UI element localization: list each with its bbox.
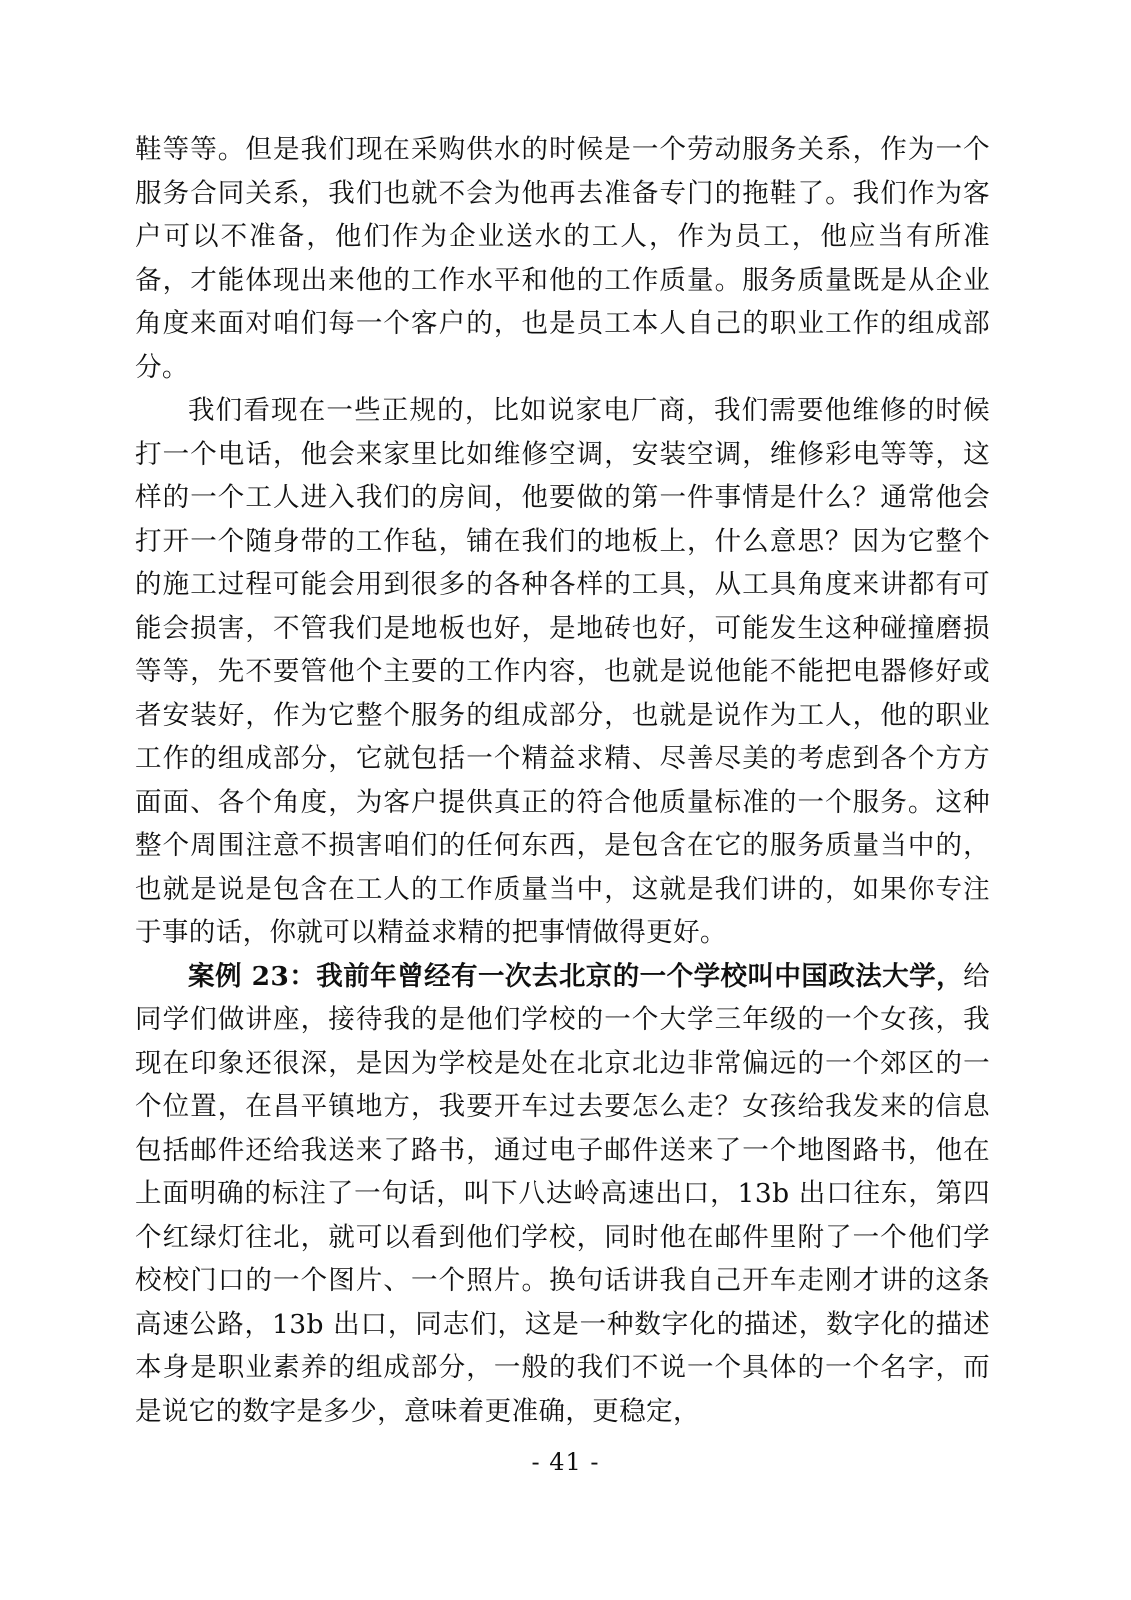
case-heading-text: 案例 23：我前年曾经有一次去北京的一个学校叫中国政法大学， bbox=[188, 960, 964, 992]
paragraph-case-23 bbox=[135, 955, 990, 1434]
page-content bbox=[135, 128, 990, 1433]
paragraph-1: 鞋等等。但是我们现在采购供水的时候是一个劳动服务关系，作为一个服务合同关系，我们也就不会为他再去准备专门的拖鞋了。我们作为客户可以不准备，他们作为企业送水的工人，作为员工，他应当有所准备，才能体现出来他的工作水平和他的工作质量。服务质量既是从企业角度来面对咱们每一个客户的，也是员工本人自己的职业工作的组成部分。 bbox=[135, 134, 990, 383]
paragraph-2: 我们看现在一些正规的，比如说家电厂商，我们需要他维修的时候打一个电话，他会来家里比如维修空调，安装空调，维修彩电等等，这样的一个工人进入我们的房间，他要做的第一件事情是什么？通常他会打开一个随身带的工作毡，铺在我们的地板上，什么意思？因为它整个的施工过程可能会用到很多的各种各样的工具，从工具角度来讲都有可能会损害，不管我们是地板也好，是地砖也好，可能发生这种碰撞磨损等等，先不要管他个主要的工作内容，也就是说他能不能把电器修好或者安装好，作为它整个服务的组成部分，也就是说作为工人，他的职业工作的组成部分，它就包括一个精益求精、尽善尽美的考虑到各个方方面面、各个角度，为客户提供真正的符合他质量标准的一个服务。这种整个周围注意不损害咱们的任何东西，是包含在它的服务质量当中的，也就是说是包含在工人的工作质量当中，这就是我们讲的，如果你专注于事的话，你就可以精益求精的把事情做得更好。 bbox=[135, 395, 990, 948]
page-number-footer: - 41 - bbox=[531, 1448, 600, 1476]
case-body-text: 给同学们做讲座，接待我的是他们学校的一个大学三年级的一个女孩，我现在印象还很深，是因为学校是处在北京北边非常偏远的一个郊区的一个位置，在昌平镇地方，我要开车过去要怎么走？女孩给我发来的信息包括邮件还给我送来了路书，通过电子邮件送来了一个地图路书，他在上面明确的标注了一句话，叫下八达岭高速出口，13b 出口往东，第四个红绿灯往北，就可以看到他们学校，同时他在邮件里附了一个他们学校校门口的一个图片、一个照片。换句话讲我自己开车走刚才讲的这条高速公路，13b 出口，同志们，这是一种数字化的描述，数字化的描述本身是职业素养的组成部分，一般的我们不说一个具体的一个名字，而是说它的数字是多少，意味着更准确，更稳定， bbox=[135, 960, 990, 1427]
